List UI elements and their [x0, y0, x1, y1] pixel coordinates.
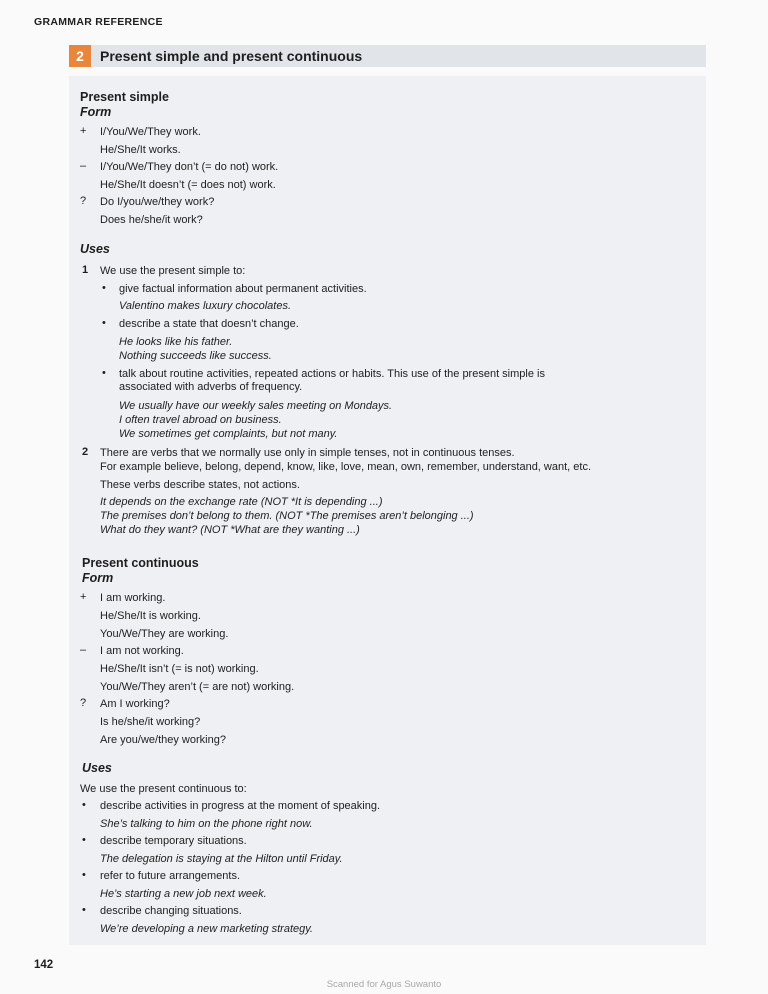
question-symbol: ?: [80, 195, 87, 207]
example-sentence: She’s talking to him on the phone right now.: [100, 818, 313, 830]
affirmative-symbol: +: [80, 125, 87, 137]
present-continuous-heading: Present continuous: [82, 556, 199, 570]
use-bullet-text: talk about routine activities, repeated actions or habits. This use of the present simple is: [119, 368, 545, 380]
ps-form-line: He/She/It works.: [100, 144, 181, 156]
example-sentence: I often travel abroad on business.: [119, 414, 282, 426]
pc-form-line: He/She/It isn’t (= is not) working.: [100, 663, 259, 675]
example-sentence: He looks like his father.: [119, 336, 233, 348]
example-sentence: The premises don’t belong to them. (NOT *The premises aren’t belonging ...): [100, 510, 474, 522]
example-sentence: He’s starting a new job next week.: [100, 888, 267, 900]
use-text: These verbs describe states, not actions.: [100, 479, 300, 491]
bullet: •: [102, 282, 106, 294]
example-sentence: The delegation is staying at the Hilton until Friday.: [100, 853, 343, 865]
use-bullet-text: give factual information about permanent activities.: [119, 283, 367, 295]
section-number-badge: 2: [69, 45, 91, 67]
example-sentence: Nothing succeeds like success.: [119, 350, 272, 362]
use-text: For example believe, belong, depend, know, like, love, mean, own, remember, understand, want, etc.: [100, 461, 591, 473]
use-number: 1: [82, 264, 89, 276]
ps-form-line: Does he/she/it work?: [100, 214, 203, 226]
bullet: •: [102, 367, 106, 379]
example-sentence: It depends on the exchange rate (NOT *It is depending ...): [100, 496, 383, 508]
present-continuous-form-heading: Form: [82, 571, 114, 585]
use-bullet-text: refer to future arrangements.: [100, 870, 241, 882]
ps-form-line: I/You/We/They work.: [100, 126, 201, 138]
example-sentence: We’re developing a new marketing strategy.: [100, 923, 313, 935]
negative-symbol: –: [80, 644, 87, 656]
use-text: There are verbs that we normally use only in simple tenses, not in continuous tenses.: [100, 447, 515, 459]
bullet: •: [82, 799, 86, 811]
pc-form-line: Is he/she/it working?: [100, 716, 201, 728]
example-sentence: What do they want? (NOT *What are they wanting ...): [100, 524, 360, 536]
use-bullet-text: describe activities in progress at the moment of speaking.: [100, 800, 381, 812]
ps-form-line: He/She/It doesn’t (= does not) work.: [100, 179, 276, 191]
use-bullet-text: describe changing situations.: [100, 905, 242, 917]
pc-form-line: Am I working?: [100, 698, 170, 710]
ps-form-line: Do I/you/we/they work?: [100, 196, 215, 208]
present-simple-uses-heading: Uses: [80, 242, 110, 256]
use-bullet-text: associated with adverbs of frequency.: [119, 381, 303, 393]
example-sentence: We usually have our weekly sales meeting on Mondays.: [119, 400, 393, 412]
use-bullet-text: describe temporary situations.: [100, 835, 247, 847]
present-simple-form-heading: Form: [80, 105, 112, 119]
pc-form-line: He/She/It is working.: [100, 610, 201, 622]
affirmative-symbol: +: [80, 591, 87, 603]
use-intro: We use the present continuous to:: [80, 783, 247, 795]
pc-form-line: You/We/They aren’t (= are not) working.: [100, 681, 295, 693]
negative-symbol: –: [80, 160, 87, 172]
bullet: •: [82, 834, 86, 846]
present-simple-heading: Present simple: [80, 90, 169, 104]
example-sentence: We sometimes get complaints, but not many.: [119, 428, 338, 440]
ps-form-line: I/You/We/They don’t (= do not) work.: [100, 161, 279, 173]
question-symbol: ?: [80, 697, 87, 709]
pc-form-line: I am not working.: [100, 645, 184, 657]
section-label: GRAMMAR REFERENCE: [34, 16, 163, 28]
present-continuous-uses-heading: Uses: [82, 761, 112, 775]
use-intro: We use the present simple to:: [100, 265, 246, 277]
bullet: •: [82, 904, 86, 916]
section-title-bar: [69, 45, 706, 67]
pc-form-line: Are you/we/they working?: [100, 734, 226, 746]
scanned-watermark: Scanned for Agus Suwanto: [326, 979, 442, 990]
bullet: •: [82, 869, 86, 881]
page-number: 142: [34, 959, 54, 971]
use-bullet-text: describe a state that doesn’t change.: [119, 318, 299, 330]
use-number: 2: [82, 446, 89, 458]
bullet: •: [102, 317, 106, 329]
pc-form-line: I am working.: [100, 592, 166, 604]
example-sentence: Valentino makes luxury chocolates.: [119, 300, 292, 312]
section-title: Present simple and present continuous: [100, 48, 363, 64]
pc-form-line: You/We/They are working.: [100, 628, 229, 640]
